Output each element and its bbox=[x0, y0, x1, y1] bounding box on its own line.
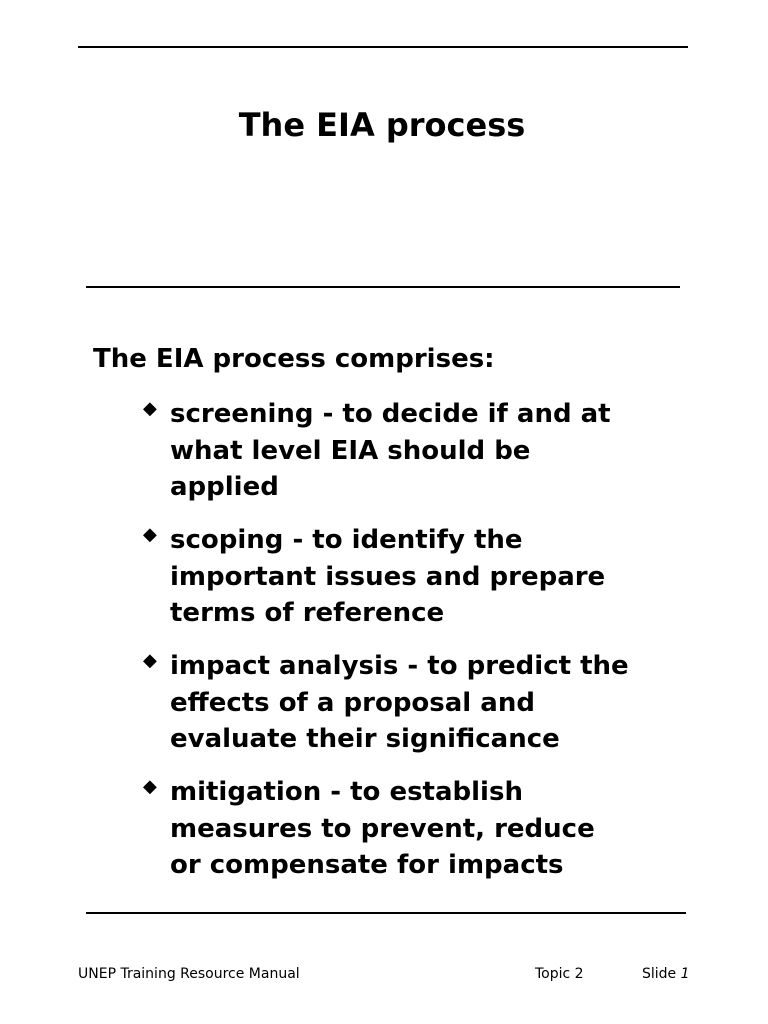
bullet-line: terms of reference bbox=[170, 598, 445, 628]
diamond-bullet-icon: ◆ bbox=[143, 650, 157, 671]
bullet-line: important issues and prepare bbox=[170, 561, 606, 592]
bullet-text bbox=[170, 648, 690, 758]
bullet-text bbox=[170, 522, 690, 632]
intro-heading: The EIA process comprises: bbox=[93, 344, 495, 374]
diamond-bullet-icon: ◆ bbox=[143, 398, 157, 419]
bullet-line: measures to prevent, reduce bbox=[170, 813, 595, 844]
footer-divider bbox=[86, 912, 686, 914]
footer-slide-label: Slide bbox=[642, 966, 677, 982]
footer-slide bbox=[642, 965, 690, 983]
diamond-bullet-icon: ◆ bbox=[143, 524, 157, 545]
footer-slide-number: 1 bbox=[680, 966, 690, 982]
bullet-text bbox=[170, 774, 690, 884]
slide-title: The EIA process bbox=[238, 106, 526, 144]
bullet-line: or compensate for impacts bbox=[170, 850, 564, 880]
bullet-line: impact analysis - to predict the bbox=[170, 651, 629, 681]
bullet-line: evaluate their significance bbox=[170, 724, 560, 754]
bullet-text bbox=[170, 396, 690, 506]
bullet-line: scoping - to identify the bbox=[170, 525, 523, 555]
footer-manual-title: UNEP Training Resource Manual bbox=[78, 966, 300, 982]
footer-topic: Topic 2 bbox=[535, 966, 584, 982]
title-divider bbox=[86, 286, 680, 288]
bullet-line: mitigation - to establish bbox=[170, 777, 523, 807]
bullet-line: what level EIA should be bbox=[170, 435, 531, 466]
top-divider bbox=[78, 46, 688, 48]
diamond-bullet-icon: ◆ bbox=[143, 776, 157, 797]
bullet-line: applied bbox=[170, 472, 279, 502]
bullet-line: effects of a proposal and bbox=[170, 687, 535, 718]
bullet-line: screening - to decide if and at bbox=[170, 399, 611, 429]
